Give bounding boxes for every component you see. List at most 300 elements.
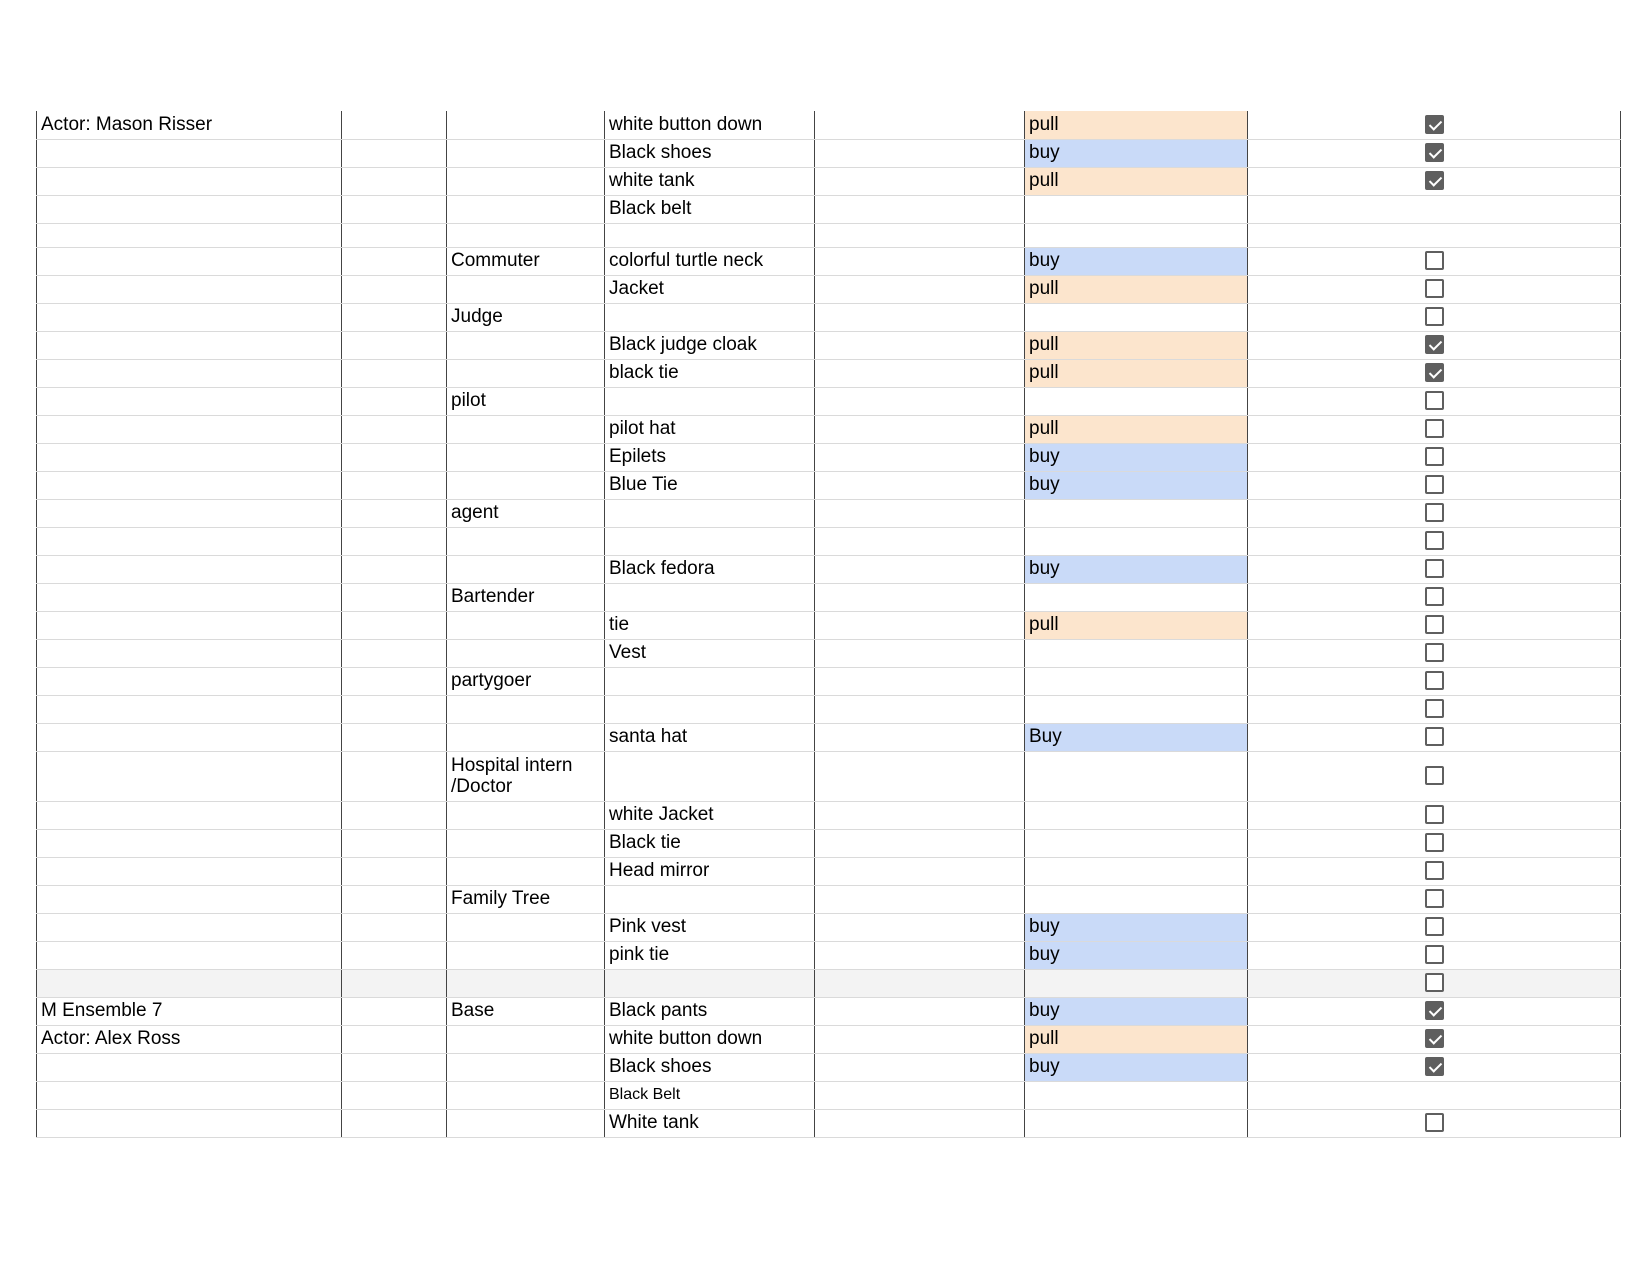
cell[interactable] [815, 387, 1025, 415]
table-row [37, 555, 1621, 583]
source-cell[interactable] [1025, 695, 1248, 723]
cell[interactable] [815, 611, 1025, 639]
checkbox-cell [1248, 223, 1621, 247]
cell[interactable] [342, 111, 447, 139]
checkbox-checked-icon[interactable] [1425, 1057, 1444, 1076]
item-cell[interactable]: Black tie [605, 829, 815, 857]
character-cell[interactable] [447, 723, 605, 751]
checkbox-icon[interactable] [1425, 615, 1444, 634]
table-row [37, 639, 1621, 667]
checkbox-icon[interactable] [1425, 889, 1444, 908]
checkbox-icon[interactable] [1425, 973, 1444, 992]
source-cell[interactable]: buy [1025, 1053, 1248, 1081]
item-cell[interactable] [605, 969, 815, 997]
item-cell[interactable]: Head mirror [605, 857, 815, 885]
item-cell[interactable]: Black shoes [605, 139, 815, 167]
checkbox-icon[interactable] [1425, 503, 1444, 522]
cell[interactable] [815, 583, 1025, 611]
cell[interactable] [342, 639, 447, 667]
cell[interactable] [815, 331, 1025, 359]
checkbox-icon[interactable] [1425, 475, 1444, 494]
item-cell[interactable]: Black shoes [605, 1053, 815, 1081]
table-row [37, 723, 1621, 751]
character-cell[interactable] [447, 1109, 605, 1137]
cell[interactable] [342, 751, 447, 801]
cell[interactable] [342, 913, 447, 941]
character-cell[interactable] [447, 275, 605, 303]
source-cell[interactable]: pull [1025, 1025, 1248, 1053]
checkbox-cell [1248, 723, 1621, 751]
cell[interactable] [815, 885, 1025, 913]
character-cell[interactable] [447, 331, 605, 359]
cell[interactable] [342, 583, 447, 611]
character-cell[interactable] [447, 555, 605, 583]
cell[interactable] [815, 111, 1025, 139]
source-cell[interactable]: buy [1025, 555, 1248, 583]
actor-cell[interactable] [37, 275, 342, 303]
actor-cell[interactable] [37, 941, 342, 969]
cell[interactable] [815, 667, 1025, 695]
item-cell[interactable]: white tank [605, 167, 815, 195]
checkbox-cell [1248, 801, 1621, 829]
actor-cell[interactable]: M Ensemble 7 [37, 997, 342, 1025]
source-cell[interactable] [1025, 751, 1248, 801]
cell[interactable] [815, 415, 1025, 443]
item-cell[interactable] [605, 387, 815, 415]
checkbox-checked-icon[interactable] [1425, 171, 1444, 190]
checkbox-checked-icon[interactable] [1425, 115, 1444, 134]
actor-cell[interactable] [37, 471, 342, 499]
source-cell[interactable]: pull [1025, 611, 1248, 639]
item-cell[interactable] [605, 667, 815, 695]
checkbox-icon[interactable] [1425, 279, 1444, 298]
source-cell[interactable] [1025, 1081, 1248, 1109]
item-cell[interactable] [605, 583, 815, 611]
source-cell[interactable]: pull [1025, 331, 1248, 359]
cell[interactable] [815, 1109, 1025, 1137]
item-cell[interactable]: santa hat [605, 723, 815, 751]
table-row [37, 829, 1621, 857]
actor-cell[interactable] [37, 857, 342, 885]
item-cell[interactable]: black tie [605, 359, 815, 387]
cell[interactable] [342, 415, 447, 443]
actor-cell[interactable] [37, 667, 342, 695]
checkbox-cell [1248, 167, 1621, 195]
cell[interactable] [342, 723, 447, 751]
checkbox-icon[interactable] [1425, 917, 1444, 936]
source-cell[interactable]: buy [1025, 471, 1248, 499]
cell[interactable] [342, 829, 447, 857]
checkbox-icon[interactable] [1425, 531, 1444, 550]
cell[interactable] [342, 1025, 447, 1053]
source-cell[interactable]: buy [1025, 913, 1248, 941]
checkbox-cell [1248, 359, 1621, 387]
actor-cell[interactable] [37, 885, 342, 913]
source-cell[interactable] [1025, 303, 1248, 331]
item-cell[interactable] [605, 695, 815, 723]
cell[interactable] [815, 801, 1025, 829]
checkbox-icon[interactable] [1425, 805, 1444, 824]
cell[interactable] [342, 167, 447, 195]
actor-cell[interactable] [37, 331, 342, 359]
table-row [37, 583, 1621, 611]
cell[interactable] [815, 167, 1025, 195]
cell[interactable] [342, 247, 447, 275]
cell[interactable] [342, 1109, 447, 1137]
checkbox-icon[interactable] [1425, 861, 1444, 880]
cell[interactable] [342, 941, 447, 969]
cell[interactable] [815, 969, 1025, 997]
character-cell[interactable] [447, 913, 605, 941]
checkbox-icon[interactable] [1425, 307, 1444, 326]
checkbox-cell [1248, 1109, 1621, 1137]
character-cell[interactable] [447, 969, 605, 997]
cell[interactable] [815, 471, 1025, 499]
table-row [37, 1081, 1621, 1109]
source-cell[interactable] [1025, 885, 1248, 913]
checkbox-cell [1248, 415, 1621, 443]
character-cell[interactable] [447, 195, 605, 223]
cell[interactable] [342, 857, 447, 885]
table-row [37, 1109, 1621, 1137]
table-row [37, 1025, 1621, 1053]
actor-cell[interactable] [37, 801, 342, 829]
character-cell[interactable] [447, 139, 605, 167]
actor-cell[interactable] [37, 583, 342, 611]
source-cell[interactable]: buy [1025, 139, 1248, 167]
item-cell[interactable]: Blue Tie [605, 471, 815, 499]
actor-cell[interactable] [37, 1053, 342, 1081]
source-cell[interactable]: pull [1025, 359, 1248, 387]
actor-cell[interactable] [37, 969, 342, 997]
checkbox-icon[interactable] [1425, 419, 1444, 438]
cell[interactable] [815, 195, 1025, 223]
checkbox-cell [1248, 751, 1621, 801]
table-row [37, 969, 1621, 997]
character-cell[interactable]: partygoer [447, 667, 605, 695]
source-cell[interactable] [1025, 387, 1248, 415]
item-cell[interactable] [605, 885, 815, 913]
checkbox-cell [1248, 195, 1621, 223]
character-cell[interactable] [447, 167, 605, 195]
actor-cell[interactable] [37, 303, 342, 331]
table-row [37, 139, 1621, 167]
checkbox-cell [1248, 885, 1621, 913]
checkbox-icon[interactable] [1425, 391, 1444, 410]
checkbox-icon[interactable] [1425, 447, 1444, 466]
checkbox-cell [1248, 857, 1621, 885]
character-cell[interactable]: Base [447, 997, 605, 1025]
actor-cell[interactable] [37, 443, 342, 471]
source-cell[interactable] [1025, 195, 1248, 223]
cell[interactable] [815, 751, 1025, 801]
item-cell[interactable] [605, 751, 815, 801]
character-cell[interactable] [447, 359, 605, 387]
item-cell[interactable]: Vest [605, 639, 815, 667]
cell[interactable] [815, 997, 1025, 1025]
actor-cell[interactable] [37, 695, 342, 723]
table-row [37, 941, 1621, 969]
source-cell[interactable]: pull [1025, 167, 1248, 195]
item-cell[interactable]: Pink vest [605, 913, 815, 941]
character-cell[interactable] [447, 941, 605, 969]
cell[interactable] [815, 527, 1025, 555]
actor-cell[interactable] [37, 247, 342, 275]
character-cell[interactable]: Judge [447, 303, 605, 331]
actor-cell[interactable] [37, 751, 342, 801]
cell[interactable] [815, 499, 1025, 527]
cell[interactable] [342, 387, 447, 415]
source-cell[interactable]: pull [1025, 415, 1248, 443]
item-cell[interactable]: Black judge cloak [605, 331, 815, 359]
checkbox-cell [1248, 829, 1621, 857]
character-cell[interactable] [447, 443, 605, 471]
checkbox-checked-icon[interactable] [1425, 363, 1444, 382]
character-cell[interactable] [447, 829, 605, 857]
character-cell[interactable] [447, 611, 605, 639]
cell[interactable] [342, 471, 447, 499]
cell[interactable] [815, 555, 1025, 583]
item-cell[interactable]: colorful turtle neck [605, 247, 815, 275]
cell[interactable] [342, 801, 447, 829]
table-row [37, 223, 1621, 247]
cell[interactable] [815, 1025, 1025, 1053]
table-row [37, 167, 1621, 195]
table-row [37, 997, 1621, 1025]
character-cell[interactable] [447, 223, 605, 247]
checkbox-cell [1248, 555, 1621, 583]
actor-cell[interactable] [37, 913, 342, 941]
table-row [37, 415, 1621, 443]
source-cell[interactable]: buy [1025, 443, 1248, 471]
actor-cell[interactable] [37, 527, 342, 555]
checkbox-icon[interactable] [1425, 643, 1444, 662]
actor-cell[interactable] [37, 499, 342, 527]
checkbox-checked-icon[interactable] [1425, 1001, 1444, 1020]
checkbox-icon[interactable] [1425, 833, 1444, 852]
checkbox-cell [1248, 1081, 1621, 1109]
checkbox-cell [1248, 639, 1621, 667]
checkbox-icon[interactable] [1425, 251, 1444, 270]
source-cell[interactable] [1025, 801, 1248, 829]
actor-cell[interactable] [37, 167, 342, 195]
source-cell[interactable]: buy [1025, 941, 1248, 969]
item-cell[interactable]: tie [605, 611, 815, 639]
table-row [37, 801, 1621, 829]
character-cell[interactable]: pilot [447, 387, 605, 415]
checkbox-icon[interactable] [1425, 945, 1444, 964]
checkbox-cell [1248, 1025, 1621, 1053]
checkbox-checked-icon[interactable] [1425, 335, 1444, 354]
checkbox-icon[interactable] [1425, 587, 1444, 606]
actor-cell[interactable]: Actor: Alex Ross [37, 1025, 342, 1053]
item-cell[interactable]: pink tie [605, 941, 815, 969]
source-cell[interactable]: Buy [1025, 723, 1248, 751]
cell[interactable] [342, 195, 447, 223]
character-cell[interactable] [447, 857, 605, 885]
cell[interactable] [342, 359, 447, 387]
table-row [37, 195, 1621, 223]
source-cell[interactable]: pull [1025, 275, 1248, 303]
cell[interactable] [342, 303, 447, 331]
item-cell[interactable]: Jacket [605, 275, 815, 303]
item-cell[interactable] [605, 527, 815, 555]
actor-cell[interactable] [37, 1109, 342, 1137]
item-cell[interactable]: Black belt [605, 195, 815, 223]
character-cell[interactable] [447, 415, 605, 443]
actor-cell[interactable] [37, 555, 342, 583]
cell[interactable] [342, 275, 447, 303]
character-cell[interactable]: Commuter [447, 247, 605, 275]
checkbox-cell [1248, 387, 1621, 415]
source-cell[interactable] [1025, 969, 1248, 997]
character-cell[interactable]: agent [447, 499, 605, 527]
source-cell[interactable] [1025, 829, 1248, 857]
checkbox-cell [1248, 941, 1621, 969]
actor-cell[interactable] [37, 1081, 342, 1109]
cell[interactable] [815, 275, 1025, 303]
cell[interactable] [815, 303, 1025, 331]
cell[interactable] [815, 829, 1025, 857]
checkbox-cell [1248, 667, 1621, 695]
item-cell[interactable]: Black pants [605, 997, 815, 1025]
checkbox-cell [1248, 997, 1621, 1025]
cell[interactable] [342, 997, 447, 1025]
checkbox-cell [1248, 303, 1621, 331]
item-cell[interactable]: white Jacket [605, 801, 815, 829]
checkbox-icon[interactable] [1425, 727, 1444, 746]
actor-cell[interactable] [37, 359, 342, 387]
cell[interactable] [342, 1053, 447, 1081]
cell[interactable] [342, 1081, 447, 1109]
cell[interactable] [815, 913, 1025, 941]
source-cell[interactable] [1025, 527, 1248, 555]
source-cell[interactable]: buy [1025, 247, 1248, 275]
cell[interactable] [342, 499, 447, 527]
source-cell[interactable] [1025, 639, 1248, 667]
source-cell[interactable] [1025, 857, 1248, 885]
checkbox-icon[interactable] [1425, 559, 1444, 578]
cell[interactable] [342, 139, 447, 167]
checkbox-cell [1248, 611, 1621, 639]
checkbox-icon[interactable] [1425, 699, 1444, 718]
cell[interactable] [342, 611, 447, 639]
cell[interactable] [815, 443, 1025, 471]
cell[interactable] [815, 1053, 1025, 1081]
character-cell[interactable] [447, 1053, 605, 1081]
cell[interactable] [815, 1081, 1025, 1109]
cell[interactable] [815, 223, 1025, 247]
cell[interactable] [342, 223, 447, 247]
cell[interactable] [342, 885, 447, 913]
checkbox-cell [1248, 471, 1621, 499]
cell[interactable] [342, 555, 447, 583]
cell[interactable] [815, 941, 1025, 969]
source-cell[interactable]: buy [1025, 997, 1248, 1025]
cell[interactable] [342, 443, 447, 471]
character-cell[interactable] [447, 111, 605, 139]
item-cell[interactable]: Epilets [605, 443, 815, 471]
item-cell[interactable] [605, 303, 815, 331]
actor-cell[interactable] [37, 829, 342, 857]
character-cell[interactable]: Bartender [447, 583, 605, 611]
table-row [37, 359, 1621, 387]
checkbox-icon[interactable] [1425, 671, 1444, 690]
source-cell[interactable]: pull [1025, 111, 1248, 139]
checkbox-cell [1248, 969, 1621, 997]
spreadsheet [36, 111, 1620, 1138]
actor-cell[interactable] [37, 139, 342, 167]
character-cell[interactable] [447, 695, 605, 723]
source-cell[interactable] [1025, 667, 1248, 695]
checkbox-checked-icon[interactable] [1425, 1029, 1444, 1048]
source-cell[interactable] [1025, 223, 1248, 247]
source-cell[interactable] [1025, 499, 1248, 527]
item-cell[interactable]: white button down [605, 1025, 815, 1053]
item-cell[interactable]: White tank [605, 1109, 815, 1137]
cell[interactable] [342, 695, 447, 723]
actor-cell[interactable] [37, 387, 342, 415]
character-cell[interactable] [447, 1025, 605, 1053]
checkbox-cell [1248, 331, 1621, 359]
table-row [37, 247, 1621, 275]
source-cell[interactable] [1025, 583, 1248, 611]
cell[interactable] [815, 639, 1025, 667]
table-row [37, 111, 1621, 139]
actor-cell[interactable] [37, 415, 342, 443]
cell[interactable] [815, 247, 1025, 275]
checkbox-cell [1248, 913, 1621, 941]
cell[interactable] [815, 695, 1025, 723]
cell[interactable] [342, 527, 447, 555]
table-row [37, 499, 1621, 527]
item-cell[interactable] [605, 499, 815, 527]
item-cell[interactable] [605, 223, 815, 247]
item-cell[interactable]: Black Belt [605, 1081, 815, 1109]
actor-cell[interactable] [37, 223, 342, 247]
character-cell[interactable] [447, 1081, 605, 1109]
cell[interactable] [342, 667, 447, 695]
actor-cell[interactable] [37, 611, 342, 639]
character-cell[interactable]: Family Tree [447, 885, 605, 913]
character-cell[interactable] [447, 527, 605, 555]
checkbox-cell [1248, 139, 1621, 167]
actor-cell[interactable] [37, 639, 342, 667]
character-cell[interactable] [447, 801, 605, 829]
source-cell[interactable] [1025, 1109, 1248, 1137]
actor-cell[interactable]: Actor: Mason Risser [37, 111, 342, 139]
cell[interactable] [815, 139, 1025, 167]
cell[interactable] [815, 723, 1025, 751]
cell[interactable] [342, 331, 447, 359]
character-cell[interactable]: Hospital intern /Doctor [447, 751, 605, 801]
actor-cell[interactable] [37, 195, 342, 223]
cell[interactable] [342, 969, 447, 997]
table-row [37, 527, 1621, 555]
cell[interactable] [815, 857, 1025, 885]
item-cell[interactable]: Black fedora [605, 555, 815, 583]
item-cell[interactable]: white button down [605, 111, 815, 139]
table-row [37, 275, 1621, 303]
character-cell[interactable] [447, 471, 605, 499]
cell[interactable] [815, 359, 1025, 387]
actor-cell[interactable] [37, 723, 342, 751]
checkbox-icon[interactable] [1425, 766, 1444, 785]
character-cell[interactable] [447, 639, 605, 667]
item-cell[interactable]: pilot hat [605, 415, 815, 443]
checkbox-icon[interactable] [1425, 1113, 1444, 1132]
checkbox-checked-icon[interactable] [1425, 143, 1444, 162]
